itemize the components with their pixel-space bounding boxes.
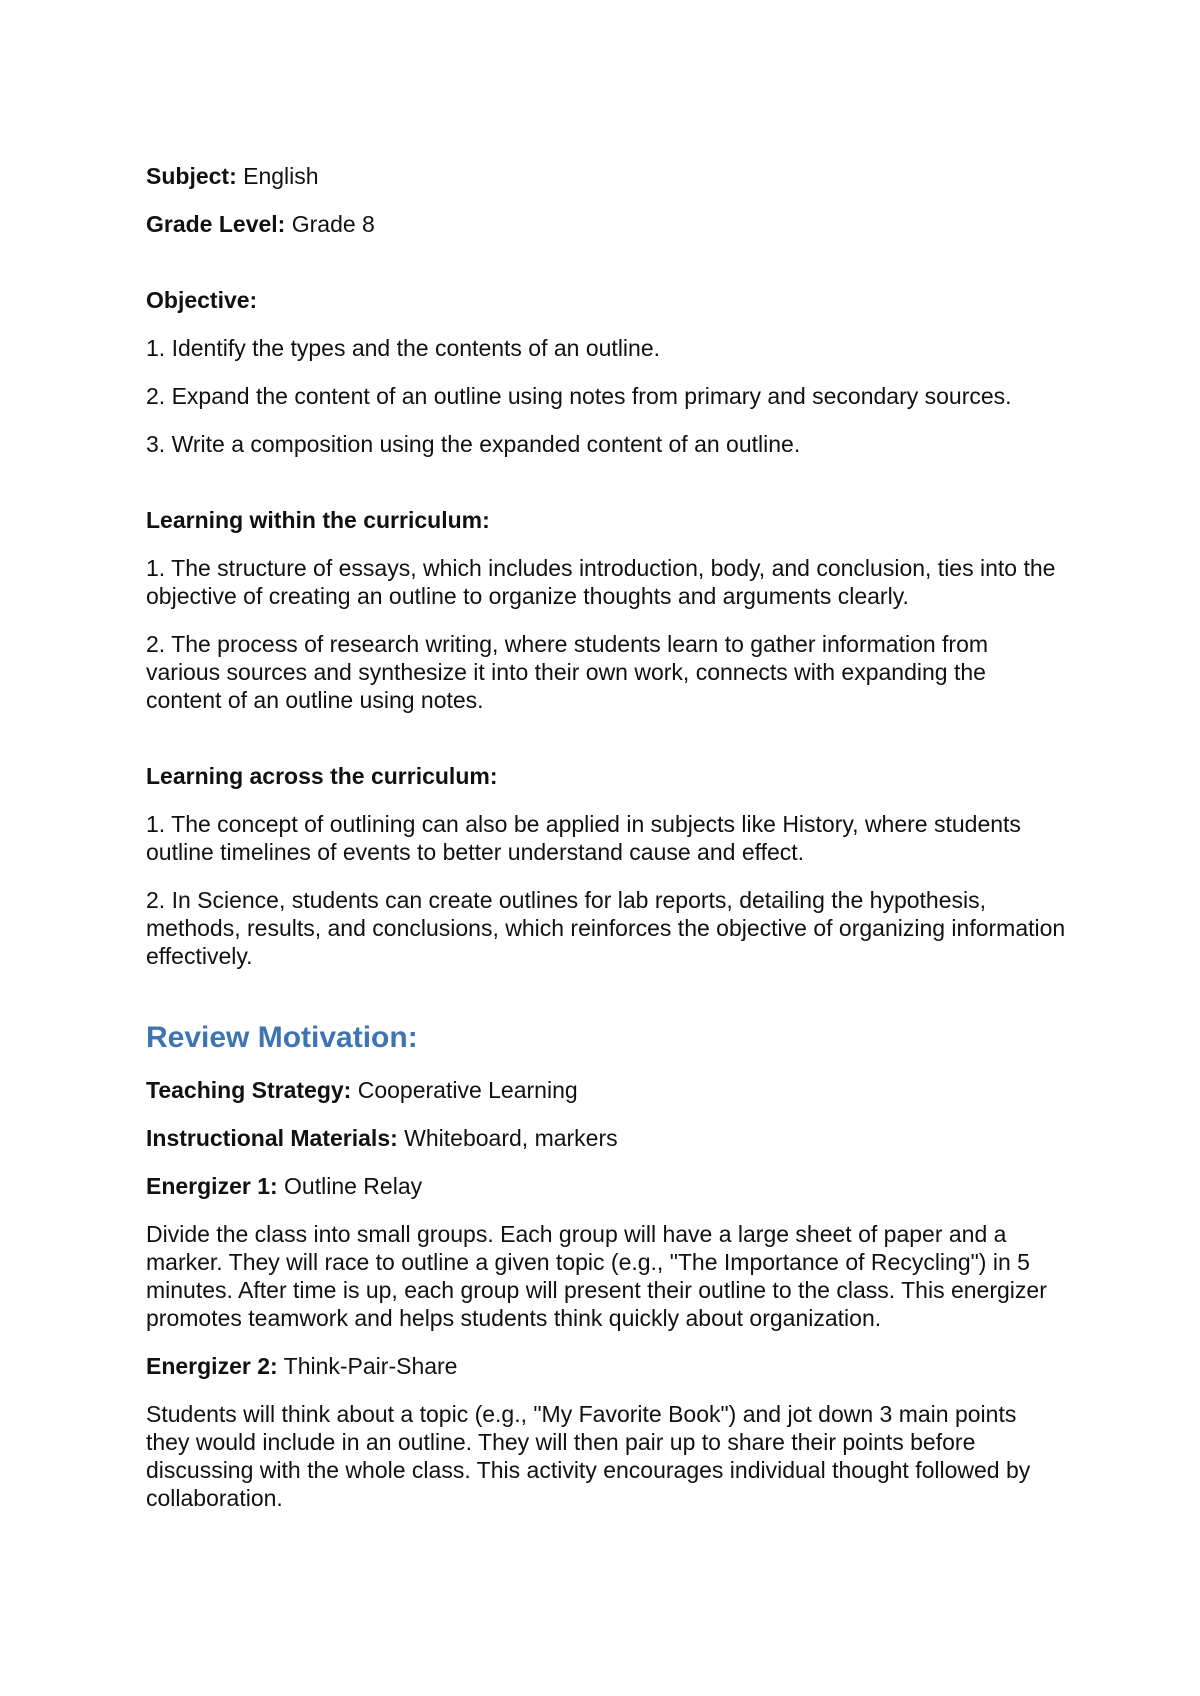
energizer-2-description: Students will think about a topic (e.g., "My Favorite Book") and jot down 3 main points they would include in an outline. They will then pair up to share their points before discussing with the whole class. This activity encourages individual thought followed by collaboration.: [146, 1401, 1031, 1511]
across-curriculum-item: 1. The concept of outlining can also be applied in subjects like History, where students outline timelines of events to better understand cause and effect.: [146, 811, 1021, 865]
subject-label: Subject:: [146, 163, 237, 189]
within-curriculum-heading: Learning within the curriculum:: [146, 507, 490, 533]
energizer-2-line: [146, 1352, 1066, 1380]
review-motivation-heading: Review Motivation:: [146, 1021, 418, 1054]
subject-value: English: [243, 163, 319, 189]
grade-label: Grade Level:: [146, 211, 286, 237]
objective-item: 2. Expand the content of an outline using notes from primary and secondary sources.: [146, 383, 1012, 409]
energizer-1-line: [146, 1172, 1066, 1200]
across-curriculum-item: 2. In Science, students can create outlines for lab reports, detailing the hypothesis, methods, results, and conclusions, which reinforces the objective of organizing information effectively.: [146, 887, 1066, 969]
objective-heading: Objective:: [146, 287, 258, 313]
energizer-1-value: Outline Relay: [284, 1173, 423, 1199]
across-curriculum-heading: Learning across the curriculum:: [146, 763, 498, 789]
energizer-1-label: Energizer 1:: [146, 1173, 278, 1199]
grade-line: [146, 210, 1066, 238]
teaching-strategy-line: [146, 1076, 1066, 1104]
document-page: [146, 162, 1066, 1512]
teaching-strategy-label: Teaching Strategy:: [146, 1077, 352, 1103]
energizer-1-description: Divide the class into small groups. Each group will have a large sheet of paper and a marker. They will race to outline a given topic (e.g., "The Importance of Recycling") in 5 minutes. After time is up, each group will present their outline to the class. This energizer promotes teamwork and helps students think quickly about organization.: [146, 1221, 1047, 1331]
objective-item: 3. Write a composition using the expanded content of an outline.: [146, 431, 801, 457]
within-curriculum-item: 2. The process of research writing, where students learn to gather information from various sources and synthesize it into their own work, connects with expanding the content of an outline using notes.: [146, 631, 989, 713]
instructional-materials-line: [146, 1124, 1066, 1152]
objective-item: 1. Identify the types and the contents of an outline.: [146, 335, 661, 361]
grade-value: Grade 8: [291, 211, 375, 237]
teaching-strategy-value: Cooperative Learning: [357, 1077, 578, 1103]
energizer-2-value: Think-Pair-Share: [283, 1353, 458, 1379]
within-curriculum-item: 1. The structure of essays, which includes introduction, body, and conclusion, ties into the objective of creating an outline to organize thoughts and arguments clearly.: [146, 555, 1056, 609]
energizer-2-label: Energizer 2:: [146, 1353, 278, 1379]
instructional-materials-value: Whiteboard, markers: [404, 1125, 618, 1151]
instructional-materials-label: Instructional Materials:: [146, 1125, 398, 1151]
subject-line: [146, 162, 1066, 190]
